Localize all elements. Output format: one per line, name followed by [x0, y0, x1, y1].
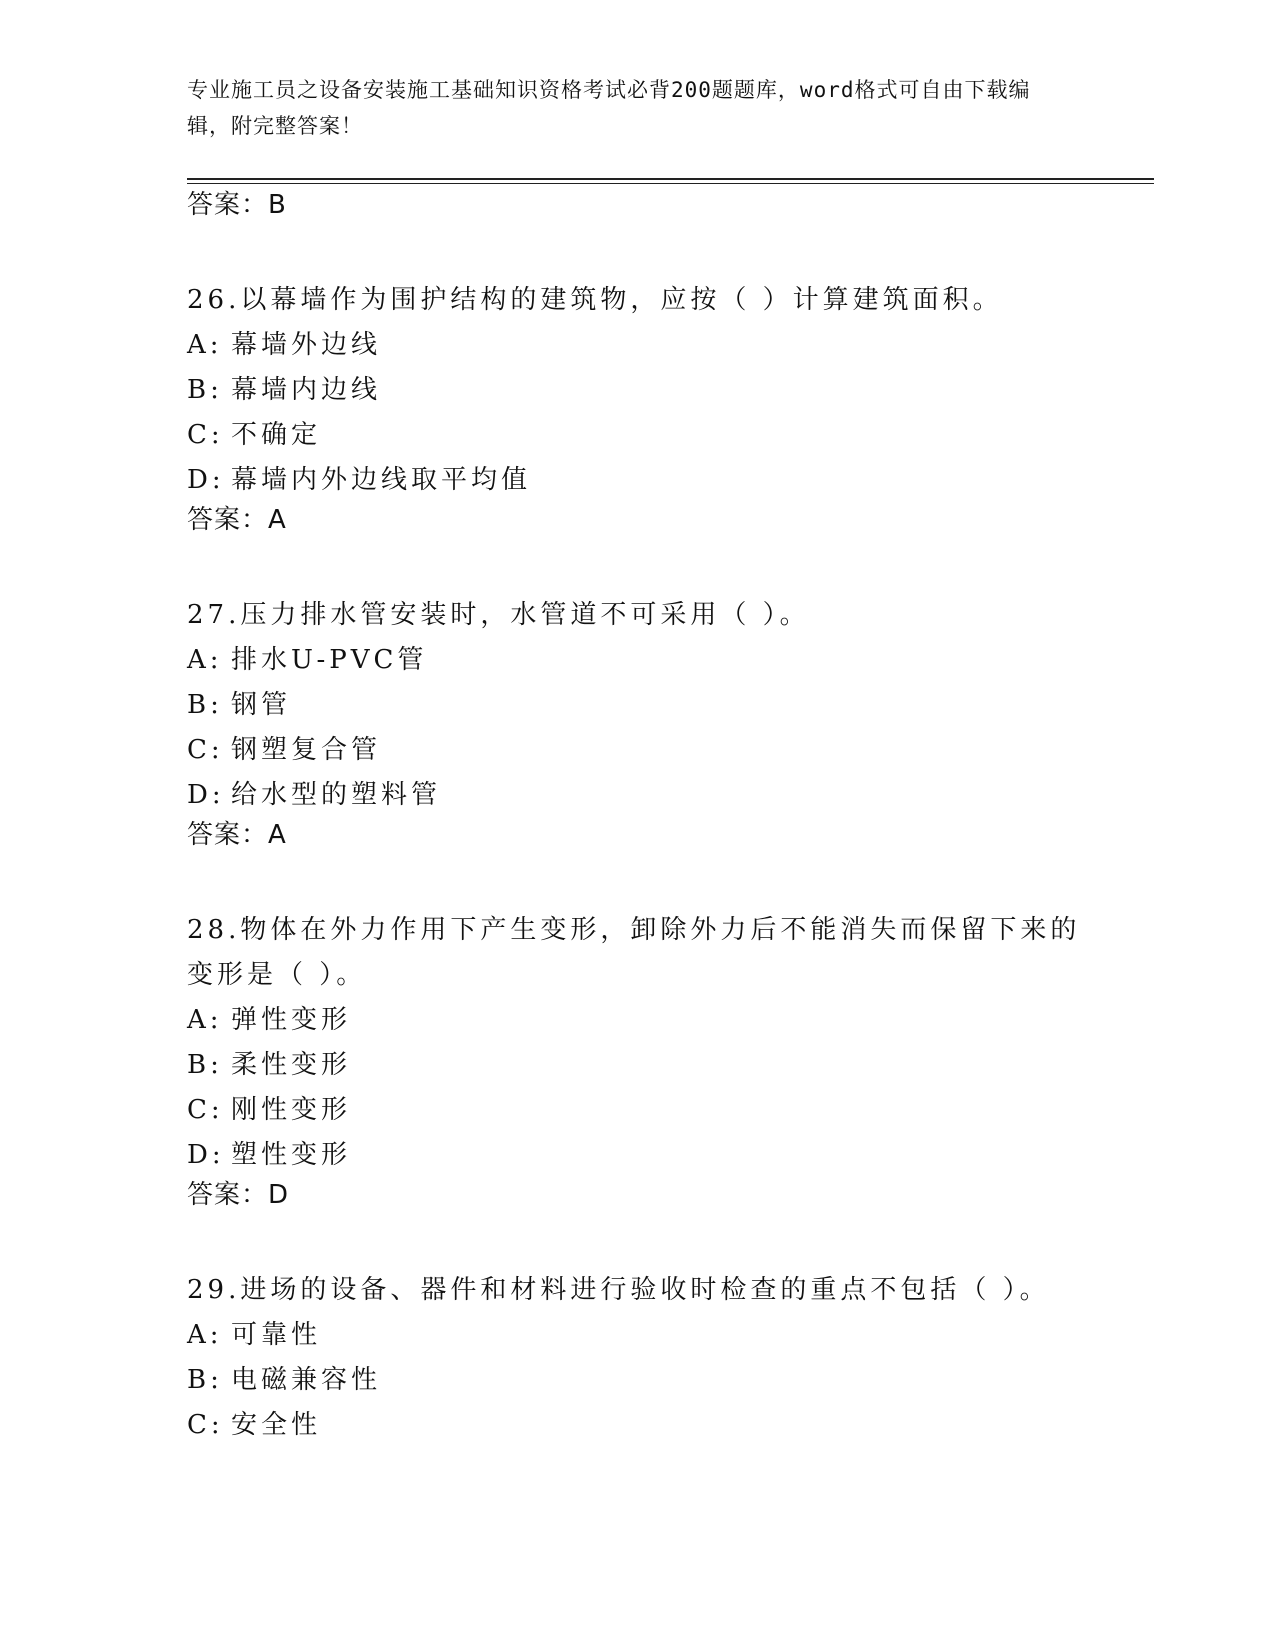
option-text: 幕墙外边线: [231, 330, 382, 360]
option-b: [187, 1043, 1107, 1088]
header-rule-thin: [187, 183, 1154, 184]
option-key: A:: [187, 1320, 223, 1350]
answer-line: 答案：B: [187, 190, 287, 220]
option-c: [187, 728, 1107, 773]
option-d: [187, 458, 1107, 503]
option-a: [187, 998, 1107, 1043]
option-text: 电磁兼容性: [231, 1365, 382, 1395]
option-key: A:: [187, 1005, 223, 1035]
option-key: D:: [187, 465, 225, 495]
option-text: 塑性变形: [231, 1140, 352, 1170]
header-rule-thick: [187, 178, 1154, 180]
option-b: [187, 1358, 1107, 1403]
question-stem: 26.以幕墙作为围护结构的建筑物，应按（ ）计算建筑面积。: [187, 285, 1003, 315]
answer-line: 答案：A: [187, 820, 287, 850]
question-stem: 28.物体在外力作用下产生变形，卸除外力后不能消失而保留下来的变形是（ ）。: [187, 915, 1081, 990]
option-d: [187, 1133, 1107, 1178]
option-key: B:: [187, 690, 223, 720]
option-key: B:: [187, 375, 223, 405]
option-c: [187, 413, 1107, 458]
option-text: 可靠性: [231, 1320, 322, 1350]
document-body: [187, 190, 1107, 1448]
option-a: [187, 1313, 1107, 1358]
option-c: [187, 1403, 1107, 1448]
option-text: 给水型的塑料管: [231, 780, 442, 810]
answer-line: 答案：D: [187, 1180, 290, 1210]
question-26: [187, 278, 1107, 535]
option-c: [187, 1088, 1107, 1133]
option-text: 钢塑复合管: [231, 735, 382, 765]
option-text: 柔性变形: [231, 1050, 352, 1080]
option-text: 幕墙内外边线取平均值: [231, 465, 532, 495]
option-key: A:: [187, 645, 223, 675]
question-29: [187, 1268, 1107, 1448]
option-key: A:: [187, 330, 223, 360]
option-d: [187, 773, 1107, 818]
option-key: B:: [187, 1050, 223, 1080]
option-text: 排水U-PVC管: [231, 645, 428, 675]
answer-line: 答案：A: [187, 505, 287, 535]
option-text: 幕墙内边线: [231, 375, 382, 405]
option-key: D:: [187, 1140, 225, 1170]
option-key: C:: [187, 420, 224, 450]
option-text: 弹性变形: [231, 1005, 352, 1035]
option-key: D:: [187, 780, 225, 810]
option-text: 安全性: [231, 1410, 322, 1440]
option-text: 不确定: [231, 420, 322, 450]
option-b: [187, 683, 1107, 728]
document-header: 专业施工员之设备安装施工基础知识资格考试必背200题题库，word格式可自由下载编辑，附完整答案！: [187, 78, 1031, 138]
option-b: [187, 368, 1107, 413]
option-a: [187, 638, 1107, 683]
option-key: C:: [187, 1410, 224, 1440]
option-text: 钢管: [231, 690, 292, 720]
option-text: 刚性变形: [231, 1095, 352, 1125]
question-27: [187, 593, 1107, 850]
option-key: C:: [187, 1095, 224, 1125]
option-key: B:: [187, 1365, 223, 1395]
question-stem: 27.压力排水管安装时，水管道不可采用（ ）。: [187, 600, 810, 630]
option-a: [187, 323, 1107, 368]
option-key: C:: [187, 735, 224, 765]
question-28: [187, 908, 1107, 1210]
question-stem: 29.进场的设备、器件和材料进行验收时检查的重点不包括（ ）。: [187, 1275, 1050, 1305]
